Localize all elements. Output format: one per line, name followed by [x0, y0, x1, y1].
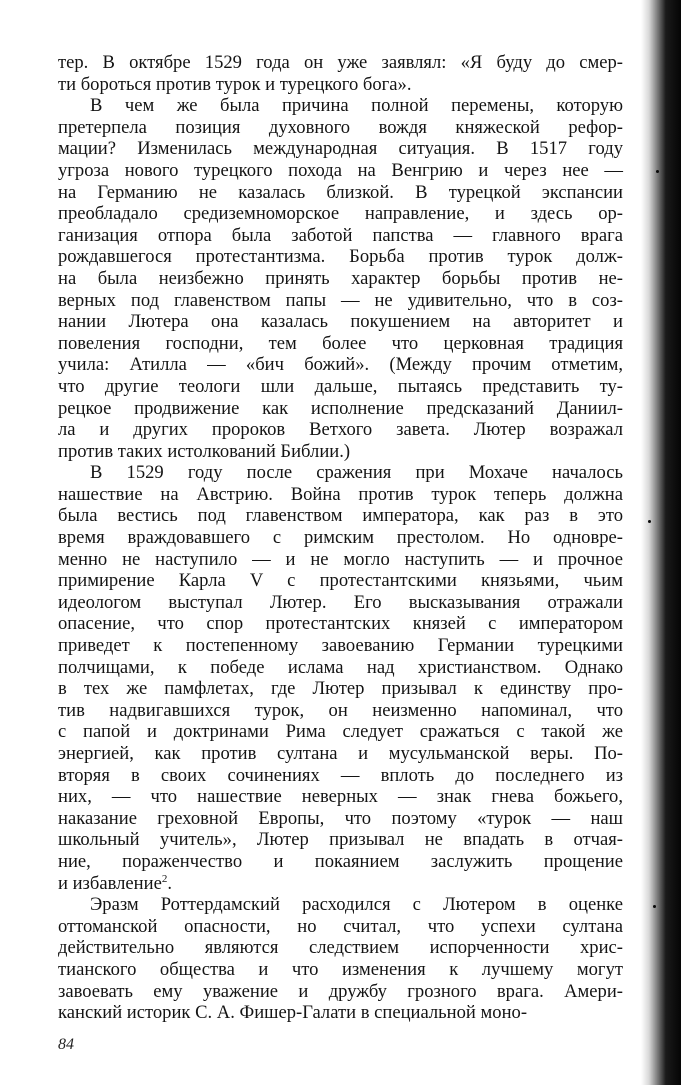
- footnote-marker[interactable]: 2: [161, 872, 168, 885]
- text-line: мации? Изменилась международная ситуация. В 1517 году: [58, 138, 623, 160]
- text-line: вторяя в своих сочинениях — вплоть до последнего из: [58, 764, 623, 786]
- text-line: приведет к постепенному завоеванию Германии турецкими: [58, 635, 623, 657]
- text-line: канский историк С. А. Фишер-Галати в специальной моно-: [58, 1002, 528, 1024]
- text-line: что другие теологи шли дальше, пытаясь представить ту-: [58, 375, 623, 397]
- text-line: тер. В октябре 1529 года он уже заявлял: «Я буду до смер-: [58, 52, 623, 73]
- text-line: энергией, как против султана и мусульманской веры. По-: [58, 743, 623, 764]
- text-line: них, — что нашествие неверных — знак гнева божьего,: [58, 786, 623, 808]
- text-line: полчищами, к победе ислама над христианством. Однако: [58, 656, 623, 678]
- binding-edge-shadow: [641, 0, 681, 1085]
- text-line: ганизация отпора была заботой папства — главного врага: [58, 224, 623, 246]
- text-line: действительно являются следствием испорченности хрис-: [58, 937, 623, 959]
- text-line: и избавление$^2$.: [58, 872, 172, 894]
- scan-speck: [653, 905, 656, 908]
- text-line: верных под главенством папы — не удивительно, что в соз-: [58, 289, 623, 311]
- text-line: школьный учитель», Лютер призывал не впадать в отчая-: [58, 829, 623, 851]
- text-line: ла и других пророков Ветхого завета. Лютер возражал: [58, 419, 623, 441]
- text-line: опасение, что спор протестантских князей с императором: [58, 613, 623, 635]
- text-line: нашествие на Австрию. Война против турок теперь должна: [58, 483, 623, 505]
- text-line: В чем же была причина полной перемены, которую: [90, 95, 623, 117]
- paragraph: [58, 894, 623, 1024]
- paragraph: [58, 52, 623, 95]
- text-line: была вестись под главенством императора, как раз в это: [58, 505, 623, 527]
- text-line: ти бороться против турок и турецкого бога».: [58, 73, 412, 95]
- text-line: завоевать ему уважение и дружбу грозного врага. Амери-: [58, 980, 623, 1002]
- text-line: менно не наступило — и не могло наступить — и прочное: [58, 548, 623, 570]
- text-line: повеления господни, тем более что церковная традиция: [58, 332, 623, 354]
- scan-speck: [648, 520, 651, 523]
- text-line: тив надвигавшихся турок, он неизменно напоминал, что: [58, 699, 623, 721]
- text-line: время враждовавшего с римским престолом. Но одновре-: [58, 527, 623, 549]
- text-line: ние, пораженчество и покаянием заслужить прощение: [58, 850, 623, 872]
- text-line: преобладало средиземноморское направление, и здесь ор-: [58, 203, 623, 225]
- paragraph: [58, 462, 623, 894]
- text-line: учила: Атилла — «бич божий». (Между прочим отметим,: [58, 354, 623, 376]
- text-line: Эразм Роттердамский расходился с Лютером в оценке: [90, 894, 623, 916]
- text-line: наказание греховной Европы, что поэтому «турок — наш: [58, 807, 623, 829]
- text-line: нании Лютера она казалась покушением на авторитет и: [58, 311, 623, 333]
- text-line: рецкое продвижение как исполнение предсказаний Даниил-: [58, 397, 623, 419]
- scan-speck: [656, 170, 659, 173]
- text-line: идеологом выступал Лютер. Его высказывания отражали: [58, 591, 623, 613]
- text-line: на была неизбежно принять характер борьбы против не-: [58, 267, 623, 289]
- paragraph: [58, 95, 623, 462]
- text-line: примирение Карла V с протестантскими князьями, чьим: [58, 570, 623, 592]
- body-text: [58, 52, 623, 1024]
- sentence-end: .: [167, 872, 172, 894]
- page-number: 84: [58, 1036, 74, 1053]
- text-line: против таких истолкований Библии.): [58, 440, 351, 462]
- text-line: оттоманской опасности, но считал, что успехи султана: [58, 915, 623, 937]
- text-line: тианского общества и что изменения к лучшему могут: [58, 958, 623, 980]
- text-line: претерпела позиция духовного вождя княжеской рефор-: [58, 116, 623, 138]
- text-line: на Германию не казалась близкой. В турецкой экспансии: [58, 181, 623, 203]
- text-line: в тех же памфлетах, где Лютер призывал к единству про-: [58, 678, 623, 700]
- text-line: угроза нового турецкого похода на Венгрию и через нее —: [58, 159, 623, 181]
- text-line: В 1529 году после сражения при Мохаче началось: [90, 462, 623, 484]
- text-line: рождавшегося протестантизма. Борьба против турок долж-: [58, 246, 623, 268]
- text-line: с папой и доктринами Рима следует сражаться с такой же: [58, 721, 623, 743]
